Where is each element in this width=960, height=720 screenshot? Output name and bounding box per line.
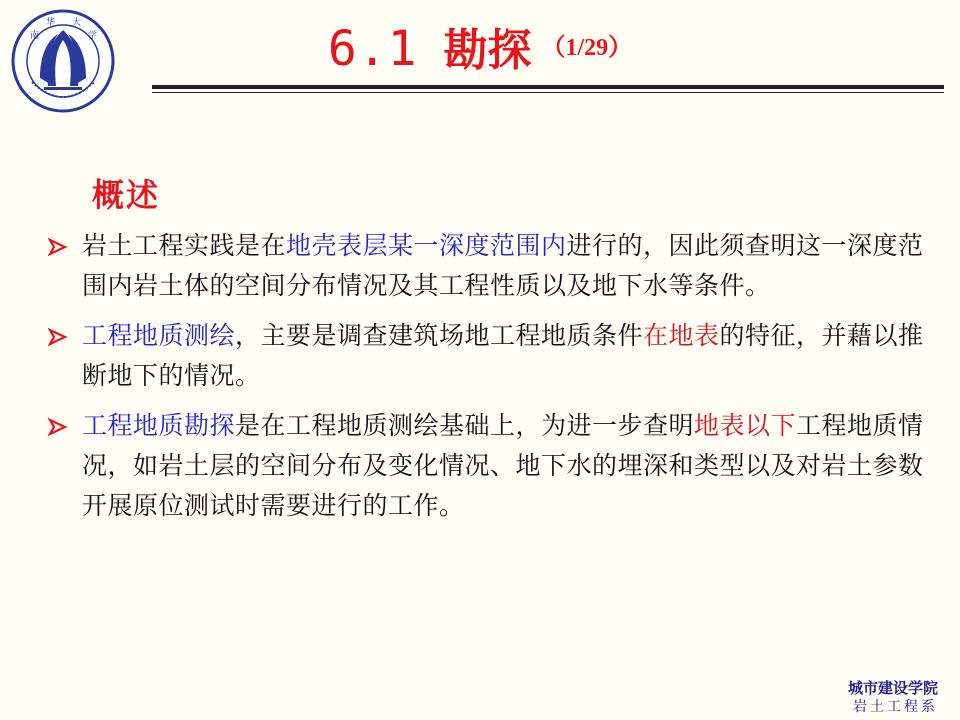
term-highlight: 工程地质勘探 bbox=[82, 411, 236, 440]
arrow-bullet-icon bbox=[48, 238, 68, 256]
term-highlight: 地壳表层某一深度范围内 bbox=[286, 231, 567, 260]
emphasis-highlight: 地表以下 bbox=[694, 411, 797, 440]
footer-department: 岩土工程系 bbox=[853, 699, 938, 715]
emphasis-highlight: 在地表 bbox=[643, 321, 720, 350]
footer-college: 城市建设学院 bbox=[847, 679, 938, 697]
arrow-bullet-icon bbox=[48, 418, 68, 436]
svg-text:大: 大 bbox=[72, 18, 82, 28]
svg-text:学: 学 bbox=[88, 31, 98, 41]
bullet-list bbox=[48, 226, 928, 536]
section-title: 勘探 bbox=[443, 25, 532, 76]
page-indicator: （1/29） bbox=[541, 35, 633, 61]
bullet-text: 工程地质情况，如岩土层的空间分布及变化情况、地下水的埋深和类型以及对岩土参数开展原位测试时需要进行的工作。 bbox=[82, 411, 924, 520]
title-rule-thin bbox=[152, 92, 944, 93]
svg-text:华: 华 bbox=[46, 18, 56, 28]
section-number: 6.1 bbox=[327, 21, 418, 77]
bullet-text: 进行的，因此须查明这一深度范围内岩土体的空间分布情况及其工程性质以及地下水等条件。 bbox=[82, 231, 924, 300]
slide-title bbox=[0, 14, 960, 78]
title-rule-thick bbox=[152, 85, 944, 89]
section-heading: 概述 bbox=[92, 176, 161, 214]
arrow-bullet-icon bbox=[48, 328, 68, 346]
footer bbox=[848, 678, 938, 716]
bullet-text: 的特征，并藉以推断地下的情况。 bbox=[82, 321, 924, 390]
term-highlight: 工程地质测绘 bbox=[82, 321, 236, 350]
bullet-text: 岩土工程实践是在 bbox=[82, 231, 287, 260]
bullet-text: 是在工程地质测绘基础上，为进一步查明 bbox=[235, 411, 695, 440]
svg-text:南: 南 bbox=[30, 31, 40, 41]
bullet-item bbox=[48, 226, 928, 306]
bullet-item bbox=[48, 406, 928, 526]
bullet-item bbox=[48, 316, 928, 396]
bullet-text: ，主要是调查建筑场地工程地质条件 bbox=[235, 321, 644, 350]
